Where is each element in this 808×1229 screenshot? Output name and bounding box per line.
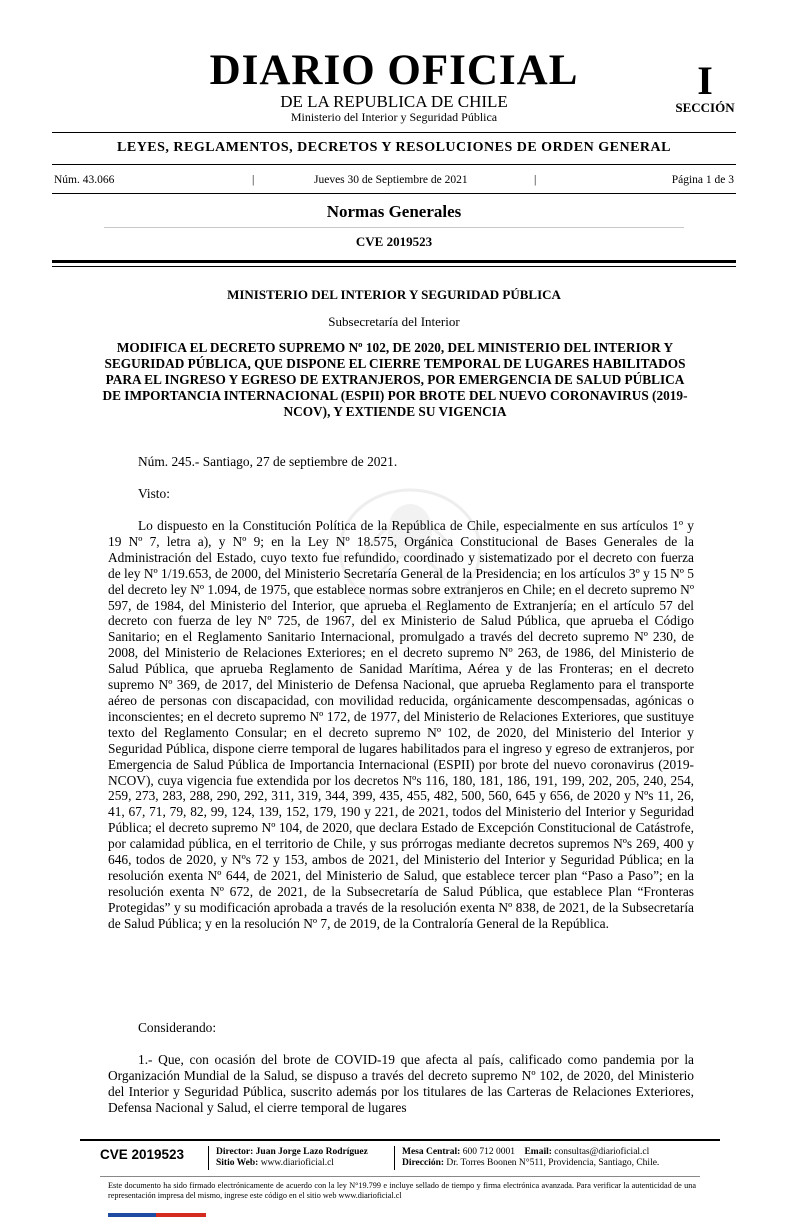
considerando-paragraph-1: 1.- Que, con ocasión del brote de COVID-19 que afecta al país, calificado como pandemia por la Organización Mundial de la Salud, se dispuso a través del decreto supremo Nº 102, de 2020, del Ministerio del Interior y Seguridad Pública, suscrito además por los titulares de las Carteras de Relaciones Exteriores, Defensa Nacional y Salud, el cierre temporal de lugares [108,1052,694,1115]
director-label: Director: [216,1147,254,1157]
web-link[interactable]: www.diarioficial.cl [260,1158,334,1168]
considerando-label: Considerando: [138,1020,217,1035]
footer-divider [80,1139,720,1141]
footer-cve-code: CVE 2019523 [100,1147,185,1162]
decree-number-line: Núm. 245.- Santiago, 27 de septiembre de 2021. [138,454,398,469]
newspaper-title: DIARIO OFICIAL [209,47,579,94]
section-label: SECCIÓN [675,100,735,115]
header-divider-bottom [52,266,736,267]
signature-disclaimer: Este documento ha sido firmado electrónicamente de acuerdo con la ley N°19.799 e incluye sellado de tiempo y firma electrónica avanzada. Para verificar la autenticidad de una representación impresa del mismo, ingrese este código en el sitio web www.diarioficial.cl [108,1181,696,1200]
newspaper-ministry: Ministerio del Interior y Seguridad Pública [290,110,498,124]
issue-number: Núm. 43.066 [54,174,115,186]
footer-director-block [216,1147,391,1169]
issue-info-row [52,172,736,188]
issue-page: Página 1 de 3 [671,174,734,186]
title-underline [104,227,684,228]
cve-code: CVE 2019523 [355,234,433,249]
address-label: Dirección: [402,1158,445,1168]
address-text: Dr. Torres Boonen N°511, Providencia, Santiago, Chile. [446,1158,660,1168]
email-link[interactable]: consultas@diarioficial.cl [554,1147,650,1157]
issue-separator: | [534,174,537,186]
issue-date: Jueves 30 de Septiembre de 2021 [314,174,468,186]
phone-label: Mesa Central: [402,1147,461,1157]
director-name: Juan Jorge Lazo Rodríguez [255,1147,368,1157]
web-label: Sitio Web: [216,1158,259,1168]
section-title: Normas Generales [326,202,462,221]
footer-separator [394,1146,395,1170]
section-number: I [697,58,713,103]
header-divider-mid [52,164,736,165]
header-divider-low [52,193,736,194]
footer-contact-block [402,1147,702,1169]
decree-subsecretary: Subsecretaría del Interior [328,314,460,329]
decree-title: MODIFICA EL DECRETO SUPREMO Nº 102, DE 2020, DEL MINISTERIO DEL INTERIOR Y SEGURIDAD PÚBLICA, QUE DISPONE EL CIERRE TEMPORAL DE LUGARES HABILITADOS PARA EL INGRESO Y EGRESO DE EXTRANJEROS, POR EMERGENCIA DE SALUD PÚBLICA DE IMPORTANCIA INTERNACIONAL (ESPII) POR BROTE DEL NUEVO CORONAVIRUS (2019-NCOV), Y EXTIENDE SU VIGENCIA [102,340,688,419]
footer-separator [208,1146,209,1170]
email-label: Email: [524,1147,552,1157]
visto-paragraph: Lo dispuesto en la Constitución Política de la República de Chile, especialmente en sus artículos 1º y 19 Nº 7, letra a), y Nº 9; en la Ley Nº 18.575, Orgánica Constitucional de Bases Generales de la Administración del Estado, cuyo texto fue refundido, coordinado y sistematizado por el decreto con fuerza de ley Nº 1/19.653, de 2000, del Ministerio Secretaría General de la Presidencia; en los artículos 3º y 15 Nº 5 del decreto ley Nº 1.094, de 1975, que establece normas sobre extranjeros en Chile; en el decreto supremo Nº 597, de 1984, del Ministerio del Interior, que aprueba el Reglamento de Extranjería; en el artículo 57 del decreto con fuerza de ley Nº 725, de 1967, del ex Ministerio de Salud Pública, que aprueba el Código Sanitario; en el Reglamento Sanitario Internacional, promulgado a través del decreto supremo Nº 230, de 2008, del Ministerio de Relaciones Exteriores; en el decreto supremo Nº 263, de 1986, del Ministerio de Salud Pública, que aprueba Reglamento de Sanidad Marítima, Aérea y de las Fronteras; en el decreto supremo Nº 369, de 2017, del Ministerio de Defensa Nacional, que aprueba Reglamento para el transporte aéreo de personas con discapacidad, con movilidad reducida, orgánicamente descompensadas, agónicas o inconscientes; en el decreto supremo Nº 172, de 1977, del Ministerio de Relaciones Exteriores, que sustituye texto del Reglamento Consular; en el decreto supremo Nº 102, de 2020, del Ministerio del Interior y Seguridad Pública, dispone cierre temporal de lugares habilitados para el ingreso y egreso de extranjeros, por Emergencia de Salud Pública de Importancia Internacional (ESPII) por brote del nuevo coronavirus (2019-NCOV), cuya vigencia fue extendida por los decretos Nºs 116, 180, 181, 186, 191, 199, 202, 205, 240, 254, 259, 273, 283, 288, 290, 292, 311, 319, 344, 399, 435, 455, 482, 500, 560, 645 y 656, de 2020 y Nºs 11, 26, 41, 67, 71, 79, 82, 99, 124, 139, 152, 179, 190 y 221, de 2021, todos del Ministerio del Interior y Seguridad Pública; el decreto supremo Nº 104, de 2020, que declara Estado de Excepción Constitucional de Catástrofe, por calamidad pública, en el territorio de Chile, y sus prórrogas mediante decretos supremos Nºs 269, 400 y 646, todos de 2020, y Nºs 72 y 153, ambos de 2021, del Ministerio del Interior y Seguridad Pública; en la resolución exenta Nº 644, de 2021, del Ministerio de Salud, que establece tercer plan “Paso a Paso”; en la resolución exenta Nº 672, de 2021, de la Subsecretaría de Salud Pública, que establece Plan “Fronteras Protegidas” y su modificación aprobada a través de la resolución exenta Nº 838, de 2021, de la Subsecretaría de Salud Pública; y en la resolución Nº 7, de 2019, de la Contraloría General de la República. [108,518,694,931]
flag-stripe-red [156,1213,206,1217]
decree-ministry: MINISTERIO DEL INTERIOR Y SEGURIDAD PÚBLICA [227,287,561,302]
flag-stripe-blue [108,1213,156,1217]
category-heading: LEYES, REGLAMENTOS, DECRETOS Y RESOLUCIONES DE ORDEN GENERAL [117,140,671,155]
header-divider-top [52,132,736,133]
header-divider-thick [52,260,736,263]
newspaper-subtitle: DE LA REPUBLICA DE CHILE [280,92,508,111]
visto-label: Visto: [138,486,170,501]
issue-separator: | [252,174,255,186]
phone-number: 600 712 0001 [462,1147,515,1157]
footer-divider-thin [100,1176,700,1177]
